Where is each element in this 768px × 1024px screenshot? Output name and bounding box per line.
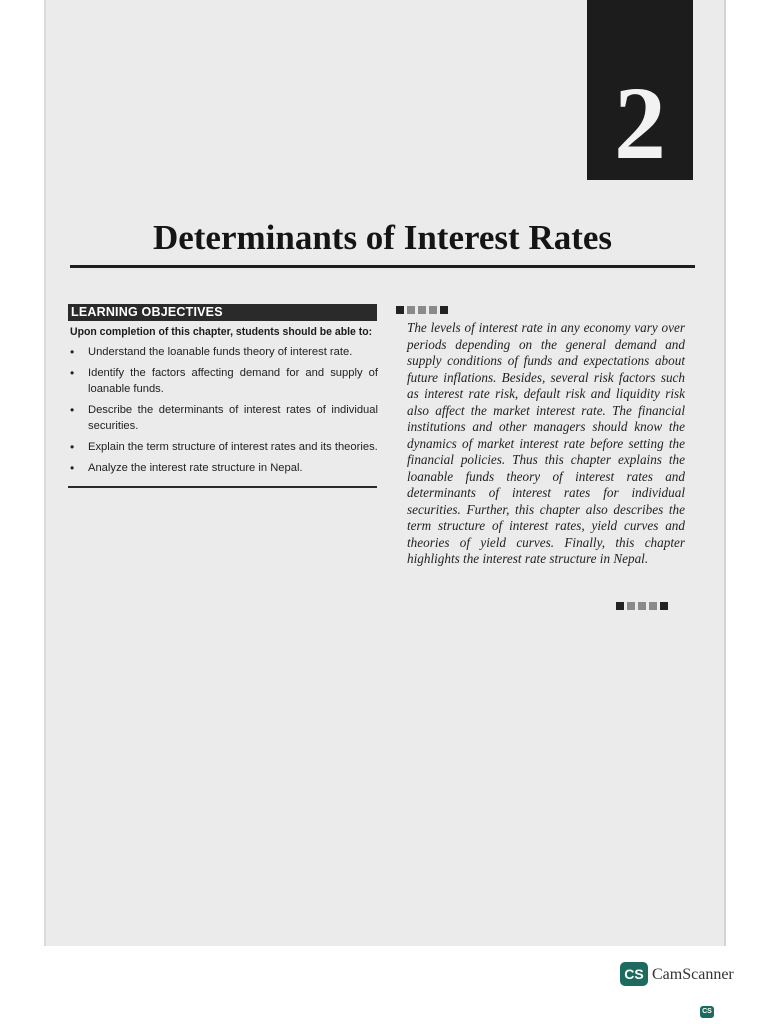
camscanner-mini-logo-icon: CS bbox=[700, 1006, 714, 1018]
list-item: • Understand the loanable funds theory of interest rate. bbox=[70, 344, 378, 360]
list-item: • Explain the term structure of interest rates and its theories. bbox=[70, 439, 378, 455]
learning-objectives-rule bbox=[68, 486, 377, 488]
decorative-squares-bottom bbox=[616, 602, 668, 610]
chapter-number-box bbox=[587, 0, 693, 180]
chapter-title: Determinants of Interest Rates bbox=[152, 218, 613, 257]
list-item: • Analyze the interest rate structure in Nepal. bbox=[70, 460, 378, 476]
chapter-number: 2 bbox=[614, 66, 666, 181]
title-rule bbox=[70, 265, 695, 268]
chapter-intro-paragraph: The levels of interest rate in any economy vary over periods depending on the general demand and supply conditions of funds and expectations about future inflations. Besides, several risk factors such as interest rate risk, default risk and liquidity risk also affect the market interest rate. The financial institutions and other managers should know the dynamics of market interest rate before setting the financial policies. Thus this chapter explains the loanable funds theory of interest rates and determinants of interest rates for individual securities. Further, this chapter also describes the term structure of interest rates, yield curves and theories of yield curves. Finally, this chapter highlights the interest rate structure in Nepal. bbox=[407, 320, 685, 566]
list-item: • Describe the determinants of interest rates of individual securities. bbox=[70, 402, 378, 434]
camscanner-watermark: CamScanner bbox=[652, 966, 734, 983]
learning-objectives-intro: Upon completion of this chapter, students should be able to: bbox=[70, 326, 373, 338]
camscanner-logo-icon: CS bbox=[620, 962, 648, 986]
decorative-squares-top bbox=[396, 306, 448, 314]
list-item: • Identify the factors affecting demand for and supply of loanable funds. bbox=[70, 365, 378, 397]
learning-objectives-header: LEARNING OBJECTIVES bbox=[68, 304, 377, 321]
learning-objectives-list bbox=[70, 344, 378, 481]
